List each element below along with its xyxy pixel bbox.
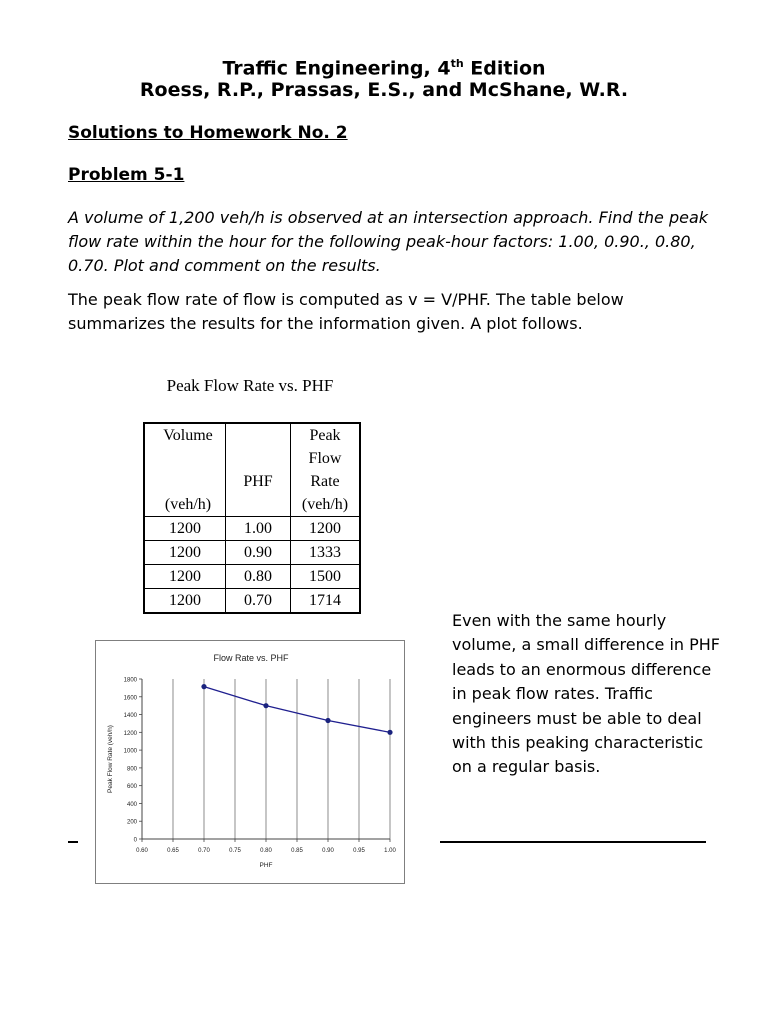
y-tick-label: 600 — [126, 784, 137, 791]
table-row — [144, 589, 360, 614]
volume-cell: 1200 — [144, 565, 226, 589]
title-prefix: Traffic Engineering, 4 — [222, 57, 451, 80]
title-superscript: th — [450, 57, 464, 70]
table-header-row — [144, 423, 360, 517]
x-tick-label: 0.70 — [198, 848, 210, 854]
answer-text: The peak flow rate of flow is computed as v = V/PHF. The table below summarizes the results for the information given. A plot follows. — [68, 290, 624, 333]
x-tick-label: 0.95 — [353, 848, 365, 854]
chart-title: Flow Rate vs. PHF — [213, 653, 289, 663]
divider-line — [68, 841, 78, 843]
y-tick-label: 1600 — [123, 695, 137, 702]
x-tick-label: 0.60 — [136, 848, 148, 854]
table-row — [144, 565, 360, 589]
table-row — [144, 517, 360, 541]
volume-header-unit: (veh/h) — [164, 496, 212, 513]
x-tick-label: 0.85 — [291, 848, 303, 854]
rate-cell: 1714 — [291, 589, 361, 614]
data-point — [325, 718, 330, 723]
x-tick-label: 1.00 — [384, 848, 396, 854]
problem-heading: Problem 5-1 — [68, 165, 185, 185]
volume-cell: 1200 — [144, 541, 226, 565]
rate-header — [291, 423, 361, 517]
authors-line: Roess, R.P., Prassas, E.S., and McShane, W.R. — [139, 79, 629, 101]
y-tick-label: 1400 — [123, 713, 137, 720]
rate-header-line: Rate — [310, 473, 340, 490]
rate-cell: 1500 — [291, 565, 361, 589]
y-tick-label: 1000 — [123, 748, 137, 755]
volume-header — [144, 423, 226, 517]
rate-header-line: Flow — [308, 450, 342, 467]
title-suffix: Edition — [463, 57, 546, 80]
phf-cell: 0.90 — [226, 541, 291, 565]
x-tick-label: 0.80 — [260, 848, 272, 854]
y-tick-label: 200 — [126, 819, 137, 826]
x-axis-label: PHF — [259, 862, 273, 869]
rate-header-line: (veh/h) — [301, 496, 349, 513]
homework-heading: Solutions to Homework No. 2 — [68, 123, 348, 143]
volume-header-top: Volume — [163, 427, 213, 444]
phf-header — [226, 423, 291, 517]
problem-statement: A volume of 1,200 veh/h is observed at an intersection approach. Find the peak flow rate within the hour for the following peak-hour factors: 1.00, 0.90., 0.80, 0.70. Plot and comment on the results. — [68, 208, 709, 275]
x-tick-label: 0.75 — [229, 848, 241, 854]
comment-text: Even with the same hourly volume, a small difference in PHF leads to an enormous difference in peak flow rates. Traffic engineers must be able to deal with this peaking characteristic on a regular basis. — [452, 611, 720, 777]
y-tick-label: 1200 — [123, 730, 137, 737]
data-point — [387, 730, 392, 735]
phf-header-label: PHF — [243, 473, 273, 490]
volume-cell: 1200 — [144, 589, 226, 614]
results-table — [143, 422, 361, 614]
chart-frame — [95, 640, 405, 884]
y-tick-label: 800 — [126, 766, 137, 773]
volume-cell: 1200 — [144, 517, 226, 541]
y-tick-label: 1800 — [123, 677, 137, 684]
table-title: Peak Flow Rate vs. PHF — [166, 376, 334, 395]
y-tick-label: 0 — [133, 837, 137, 844]
x-tick-label: 0.65 — [167, 848, 179, 854]
y-axis-label: Peak Flow Rate (veh/h) — [107, 725, 114, 793]
flow-rate-chart — [96, 641, 404, 883]
phf-cell: 1.00 — [226, 517, 291, 541]
rate-cell: 1333 — [291, 541, 361, 565]
divider-line — [440, 841, 706, 843]
rate-cell: 1200 — [291, 517, 361, 541]
x-tick-label: 0.90 — [322, 848, 334, 854]
phf-cell: 0.80 — [226, 565, 291, 589]
table-row — [144, 541, 360, 565]
data-point — [201, 684, 206, 689]
rate-header-line: Peak — [309, 427, 341, 444]
data-point — [263, 703, 268, 708]
y-tick-label: 400 — [126, 801, 137, 808]
phf-cell: 0.70 — [226, 589, 291, 614]
